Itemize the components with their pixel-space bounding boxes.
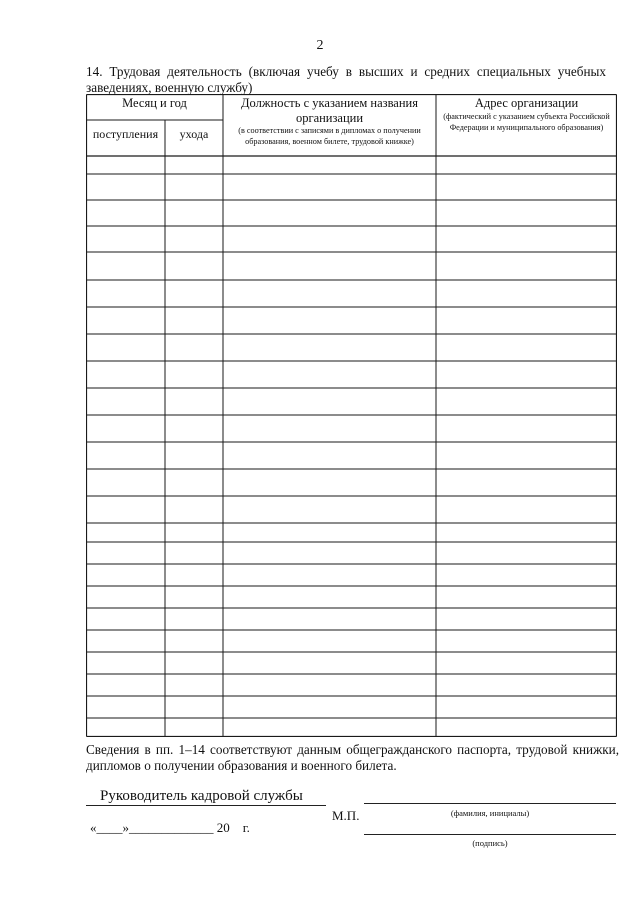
date-field[interactable]: «____»_____________ 20 г. [90,820,250,835]
signature-field-line[interactable] [364,834,616,835]
section-title: 14. Трудовая деятельность (включая учебу в высших и средних специальных учебных заведениях, военную службу) [86,64,606,95]
hr-head-underline [86,805,326,806]
header-address: Адрес организации [474,96,579,110]
seal-label: М.П. [332,808,360,823]
confirmation-text: Сведения в пп. 1–14 соответствуют данным общегражданского паспорта, трудовой книжки, дипломов о получении образования и военного билета. [86,742,619,773]
employment-history-table [86,94,617,737]
header-position: Должность с указанием названия организации [241,96,418,125]
name-field-line[interactable] [364,803,616,804]
header-address-note: (фактический с указанием субъекта Российской Федерации и муниципального образования) [443,112,610,132]
page-number: 2 [316,38,324,53]
table-grid [86,94,617,737]
header-position-note: (в соответствии с записями в дипломах о получении образования, военном билете, трудовой книжке) [238,126,421,146]
name-caption: (фамилия, инициалы) [450,808,530,818]
hr-head-label: Руководитель кадровой службы [100,788,303,804]
header-month-year: Месяц и год [122,96,187,110]
header-end-date: ухода [179,127,209,141]
signature-caption: (подпись) [472,838,508,848]
header-start-date: поступления [92,127,159,141]
